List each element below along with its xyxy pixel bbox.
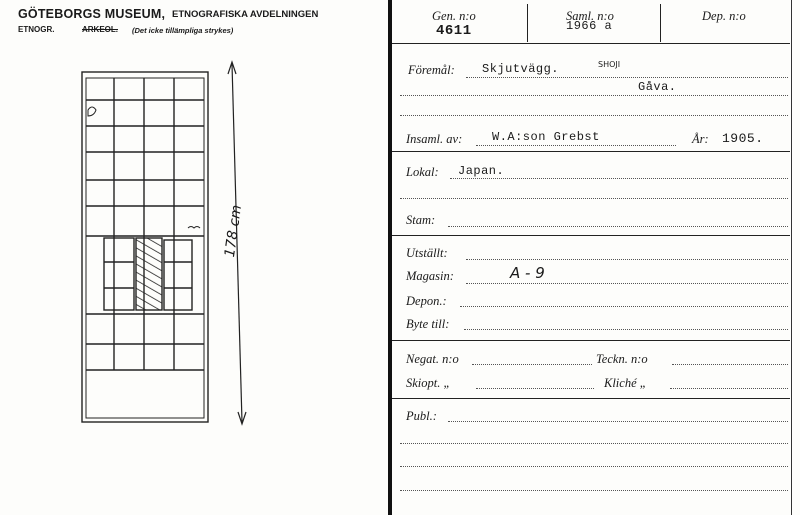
- publ-line-4: [400, 490, 788, 491]
- foremal-line-2: [400, 95, 788, 96]
- negat-line: [472, 364, 592, 365]
- utstallt-line: [466, 259, 788, 260]
- lokal-line: [450, 178, 788, 179]
- header-divider-2: [660, 4, 661, 42]
- rule-stam: [392, 235, 790, 236]
- strike-note: (Det icke tillämpliga strykes): [132, 26, 234, 35]
- lokal-line-2: [400, 198, 788, 199]
- rule-byte: [392, 340, 790, 341]
- teckn-line: [672, 364, 788, 365]
- insaml-label: Insaml. av:: [406, 132, 463, 146]
- rule-insaml: [392, 151, 790, 152]
- gen-label: Gen. n:o: [432, 9, 476, 23]
- byte-line: [464, 329, 788, 330]
- insaml-line: [476, 145, 676, 146]
- arkeol-label: ARKEOL.: [82, 25, 118, 34]
- card-left-border: [388, 0, 392, 515]
- utstallt-label: Utställt:: [406, 246, 448, 260]
- lokal-label: Lokal:: [406, 165, 439, 179]
- depon-line: [460, 306, 788, 307]
- foremal-line-3: [400, 115, 788, 116]
- foremal-value: Skjutvägg.: [482, 62, 560, 76]
- publ-label: Publ.:: [406, 409, 437, 423]
- ar-label: År:: [692, 132, 709, 146]
- magasin-value: A - 9: [510, 264, 545, 282]
- kliche-label: Kliché „: [604, 376, 647, 390]
- ar-value: 1905.: [722, 131, 764, 146]
- dep-label: Dep. n:o: [702, 9, 746, 23]
- stam-line: [448, 226, 788, 227]
- kliche-line: [670, 388, 788, 389]
- magasin-label: Magasin:: [406, 269, 454, 283]
- foremal-line: [466, 77, 788, 78]
- negat-label: Negat. n:o: [406, 352, 459, 366]
- publ-line-3: [400, 466, 788, 467]
- gava-value: Gåva.: [638, 80, 677, 94]
- museum-name: GÖTEBORGS MUSEUM,: [18, 7, 166, 21]
- publ-line-2: [400, 443, 788, 444]
- magasin-line: [466, 283, 788, 284]
- publ-line: [448, 421, 788, 422]
- dimension-label: 178 cm: [222, 203, 246, 259]
- header-divider-1: [527, 4, 528, 42]
- depon-label: Depon.:: [406, 294, 447, 308]
- foremal-note: SHOJI: [598, 60, 621, 69]
- lokal-value: Japan.: [458, 164, 505, 178]
- card-right-border: [791, 0, 793, 515]
- saml-value: 1966 a: [566, 19, 613, 33]
- rule-header: [392, 43, 790, 44]
- department-name: ETNOGRAFISKA AVDELNINGEN: [172, 9, 319, 20]
- foremal-label: Föremål:: [408, 63, 455, 77]
- rule-kliche: [392, 398, 790, 399]
- etnogr-label: ETNOGR.: [18, 25, 55, 34]
- saml-label: Saml. n:o: [566, 9, 614, 23]
- stam-label: Stam:: [406, 213, 436, 227]
- teckn-label: Teckn. n:o: [596, 352, 648, 366]
- skiopt-line: [476, 388, 594, 389]
- byte-label: Byte till:: [406, 317, 450, 331]
- skiopt-label: Skiopt. „: [406, 376, 451, 390]
- insaml-value: W.A:son Grebst: [492, 130, 600, 144]
- gen-value: 4611: [436, 23, 472, 39]
